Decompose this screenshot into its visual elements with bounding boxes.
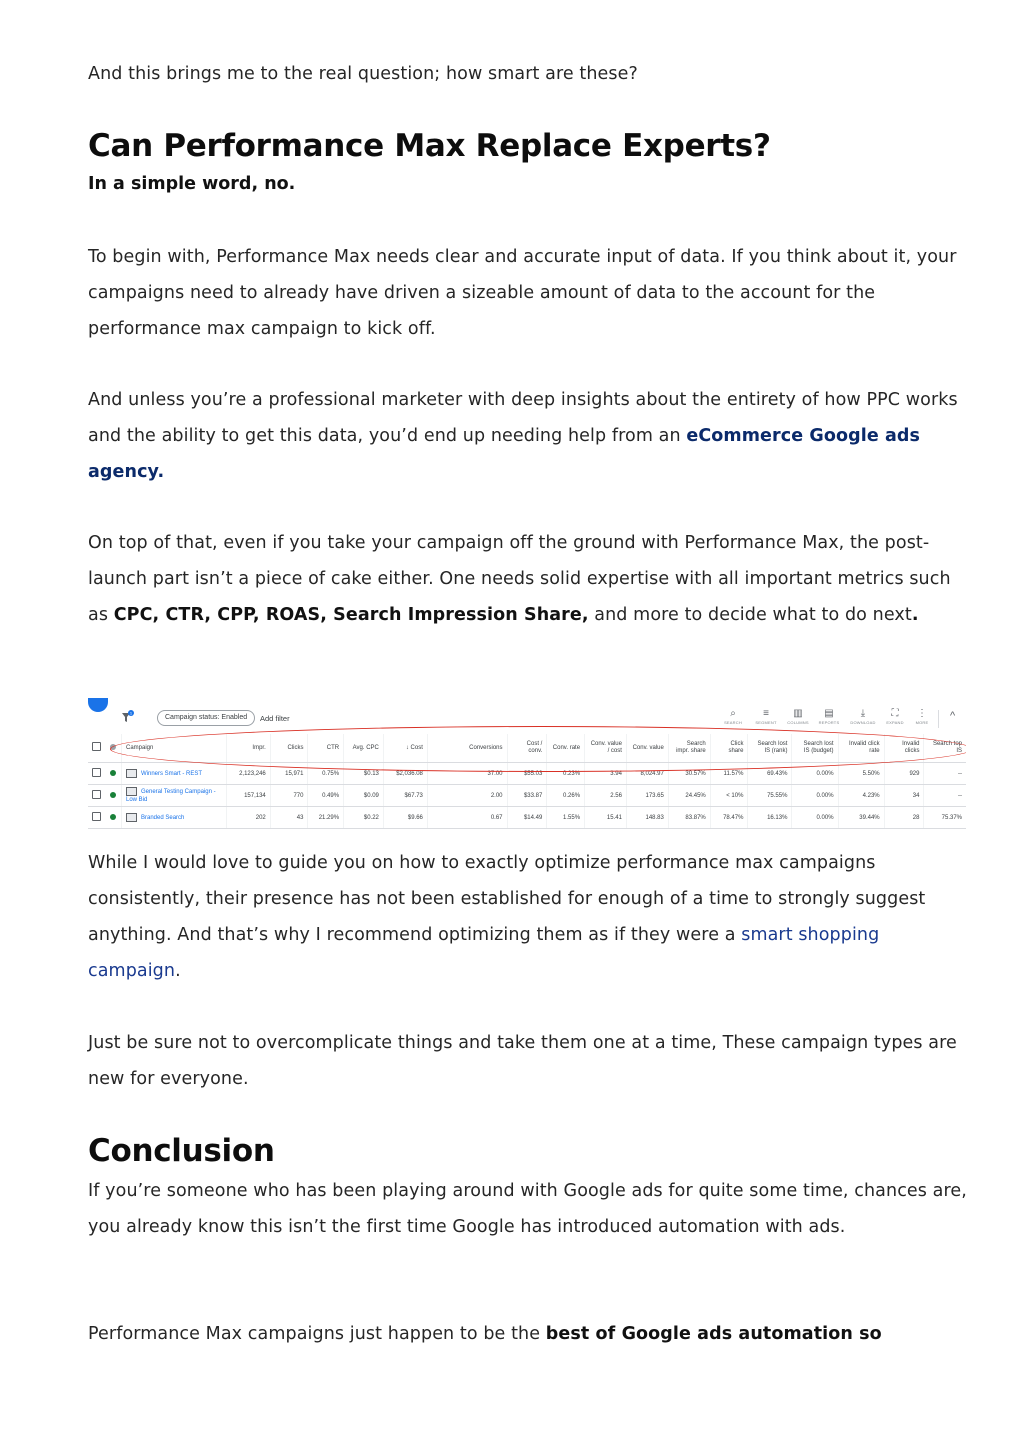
cell: 929	[884, 763, 924, 785]
paragraph-optimize-text: While I would love to guide you on how to exactly optimize performance max campaigns consistently, their presence has not been established for enough of a time to strongly suggest anything. And that’s why I recommend optimizing them as if they were a	[88, 853, 926, 945]
cell: $9.66	[383, 807, 427, 829]
paragraph-metrics	[88, 525, 968, 633]
paragraph-conclusion-2	[88, 1316, 968, 1352]
search-campaign-icon	[126, 813, 137, 822]
cell: 75.55%	[748, 785, 792, 807]
search-tool[interactable]	[718, 708, 748, 726]
metrics-bold: CPC, CTR, CPP, ROAS, Search Impression Share,	[113, 605, 589, 625]
cell: 8,024.97	[626, 763, 668, 785]
campaign-table	[88, 734, 966, 829]
column-header-lost-rank[interactable]: Search lost IS (rank)	[748, 734, 792, 763]
section-heading-experts: Can Performance Max Replace Experts?	[88, 128, 771, 164]
segment-tool[interactable]	[751, 708, 781, 726]
more-tool[interactable]	[907, 708, 937, 726]
column-header-click-share[interactable]: Click share	[710, 734, 748, 763]
cell: $0.09	[344, 785, 384, 807]
download-tool-label: DOWNLOAD	[850, 720, 876, 725]
column-header-conv-value-cost[interactable]: Conv. value / cost	[585, 734, 627, 763]
cell: 173.65	[626, 785, 668, 807]
table-header-row	[88, 734, 966, 763]
cell: 0.26%	[547, 785, 585, 807]
column-header-clicks[interactable]: Clicks	[270, 734, 308, 763]
cell: 2.00	[427, 785, 507, 807]
intro-paragraph: And this brings me to the real question; how smart are these?	[88, 64, 638, 84]
cell: $33.87	[507, 785, 547, 807]
paragraph-optimize	[88, 845, 968, 989]
campaign-cell[interactable]: Branded Search	[122, 807, 227, 829]
cell: < 10%	[710, 785, 748, 807]
smart-shopping-campaign-link[interactable]: smart shopping campaign	[88, 925, 880, 981]
segment-tool-label: SEGMENT	[755, 720, 777, 725]
ecommerce-agency-link[interactable]: eCommerce Google ads agency.	[88, 426, 921, 482]
row-checkbox[interactable]	[88, 785, 105, 807]
table-row	[88, 785, 966, 807]
collapse-chevron-icon[interactable]: ^	[950, 710, 956, 722]
cell: 5.50%	[838, 763, 884, 785]
download-tool[interactable]	[848, 708, 878, 726]
select-all-checkbox[interactable]	[88, 734, 105, 763]
cell: --	[924, 785, 966, 807]
cell: 15.41	[585, 807, 627, 829]
cell: 0.75%	[308, 763, 344, 785]
status-dot	[105, 763, 122, 785]
column-header-invalid-clicks[interactable]: Invalid clicks	[884, 734, 924, 763]
cell: $0.22	[344, 807, 384, 829]
shopping-campaign-icon	[126, 769, 137, 778]
cell: 148.83	[626, 807, 668, 829]
cell: 3.94	[585, 763, 627, 785]
cell: $2,036.08	[383, 763, 427, 785]
expand-tool-label: EXPAND	[886, 720, 904, 725]
cell: 0.67	[427, 807, 507, 829]
cell: 37.00	[427, 763, 507, 785]
status-column	[105, 734, 122, 763]
cell: 770	[270, 785, 308, 807]
row-checkbox[interactable]	[88, 763, 105, 785]
cell: $67.73	[383, 785, 427, 807]
cell: 21.29%	[308, 807, 344, 829]
filter-badge	[88, 698, 108, 712]
cell: 0.23%	[547, 763, 585, 785]
columns-icon: ▥	[793, 708, 803, 719]
cell: 11.57%	[710, 763, 748, 785]
download-icon: ⤓	[860, 708, 866, 719]
column-header-avg-cpc[interactable]: Avg. CPC	[344, 734, 384, 763]
cell: 4.23%	[838, 785, 884, 807]
section-subtitle: In a simple word, no.	[88, 174, 296, 194]
cell: 30.57%	[668, 763, 710, 785]
campaign-cell[interactable]: Winners Smart - REST	[122, 763, 227, 785]
reports-icon: ▤	[824, 708, 834, 719]
column-header-cost[interactable]: ↓ Cost	[383, 734, 427, 763]
cell: 34	[884, 785, 924, 807]
cell: 0.00%	[792, 807, 838, 829]
reports-tool[interactable]	[814, 708, 844, 726]
paragraph-agency	[88, 382, 968, 490]
cell: 69.43%	[748, 763, 792, 785]
paragraph-data-input: To begin with, Performance Max needs clear and accurate input of data. If you think about it, your campaigns need to already have driven a sizeable amount of data to the account for the performance max campaign to kick off.	[88, 247, 957, 339]
cell: 16.13%	[748, 807, 792, 829]
paragraph-metrics-text: On top of that, even if you take your campaign off the ground with Performance Max, the post-launch part isn’t a piece of cake either. One needs solid expertise with all important metrics such as	[88, 533, 951, 625]
expand-tool[interactable]	[880, 708, 910, 726]
search-icon: ⌕	[730, 708, 736, 719]
table-row	[88, 807, 966, 829]
cell: 157,134	[226, 785, 270, 807]
cell: 0.49%	[308, 785, 344, 807]
cell: 1.55%	[547, 807, 585, 829]
column-header-search-top-is[interactable]: Search top IS	[924, 734, 966, 763]
cell: 39.44%	[838, 807, 884, 829]
column-header-conv-rate[interactable]: Conv. rate	[547, 734, 585, 763]
cell: 28	[884, 807, 924, 829]
paragraph-one-at-a-time: Just be sure not to overcomplicate things and take them one at a time, These campaign types are new for everyone.	[88, 1033, 957, 1089]
paragraph-optimize-tail: .	[175, 961, 181, 981]
section-heading-conclusion: Conclusion	[88, 1133, 275, 1169]
filter-funnel-icon[interactable]	[121, 710, 135, 724]
cell: 0.00%	[792, 785, 838, 807]
column-header-lost-budget[interactable]: Search lost IS (budget)	[792, 734, 838, 763]
column-header-cost-per-conv[interactable]: Cost / conv.	[507, 734, 547, 763]
cell: 15,971	[270, 763, 308, 785]
cell: 78.47%	[710, 807, 748, 829]
campaign-cell[interactable]: General Testing Campaign - Low Bid	[122, 785, 227, 807]
cell: 0.00%	[792, 763, 838, 785]
paragraph-conclusion-2-text: Performance Max campaigns just happen to be the	[88, 1324, 546, 1344]
column-header-invalid-rate[interactable]: Invalid click rate	[838, 734, 884, 763]
status-dot	[105, 785, 122, 807]
column-header-conversions[interactable]: Conversions	[427, 734, 507, 763]
more-tool-label: MORE	[915, 720, 929, 725]
campaign-table-screenshot	[88, 698, 966, 830]
segment-icon: ≡	[763, 708, 769, 719]
cell: 2,123,246	[226, 763, 270, 785]
column-header-impr[interactable]: Impr.	[226, 734, 270, 763]
column-header-conv-value[interactable]: Conv. value	[626, 734, 668, 763]
cell: $55.03	[507, 763, 547, 785]
cell: 24.45%	[668, 785, 710, 807]
paragraph-agency-text: And unless you’re a professional marketer with deep insights about the entirety of how PPC works and the ability to get this data, you’d end up needing help from an	[88, 390, 958, 446]
automation-bold: best of Google ads automation so	[545, 1324, 882, 1344]
column-header-search-impr-share[interactable]: Search impr. share	[668, 734, 710, 763]
filter-count: 1	[129, 710, 133, 716]
paragraph-metrics-tail: and more to decide what to do next	[588, 605, 912, 625]
paragraph-metrics-dot: .	[911, 605, 919, 625]
paragraph-conclusion-1: If you’re someone who has been playing around with Google ads for quite some time, chances are, you already know this isn’t the first time Google has introduced automation with ads.	[88, 1181, 967, 1237]
cell: 43	[270, 807, 308, 829]
expand-icon: ⛶	[891, 708, 899, 719]
toolbar-divider	[938, 710, 939, 728]
search-tool-label: SEARCH	[724, 720, 742, 725]
shopping-campaign-icon	[126, 787, 137, 796]
cell: 75.37%	[924, 807, 966, 829]
campaign-status-chip[interactable]: Campaign status: Enabled	[157, 710, 255, 726]
cell: --	[924, 763, 966, 785]
cell: $14.49	[507, 807, 547, 829]
column-header-ctr[interactable]: CTR	[308, 734, 344, 763]
cell: 83.87%	[668, 807, 710, 829]
cell: $0.13	[344, 763, 384, 785]
table-row	[88, 763, 966, 785]
reports-tool-label: REPORTS	[818, 720, 840, 725]
row-checkbox[interactable]	[88, 807, 105, 829]
cell: 2.56	[585, 785, 627, 807]
columns-tool-label: COLUMNS	[787, 720, 809, 725]
more-icon: ⋮	[917, 708, 927, 719]
add-filter-button[interactable]: Add filter	[260, 714, 290, 723]
status-dot	[105, 807, 122, 829]
column-header-campaign[interactable]: Campaign	[122, 734, 227, 763]
table-toolbar	[88, 698, 966, 732]
cell: 202	[226, 807, 270, 829]
columns-tool[interactable]	[783, 708, 813, 726]
